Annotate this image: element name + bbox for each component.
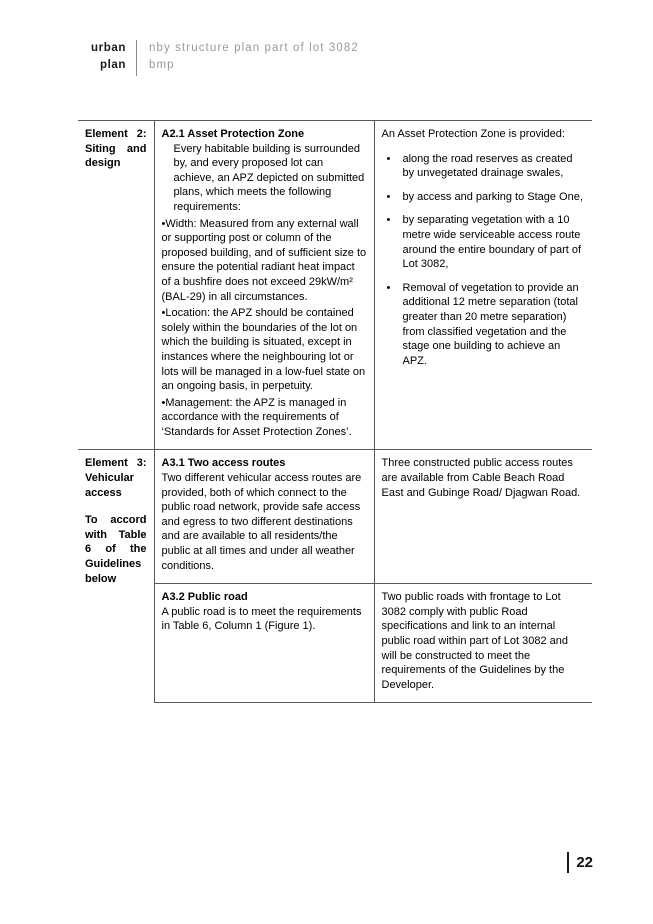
page-footer [0,852,653,873]
response-bullet-list [382,152,586,369]
brand-line-urban: urban [91,42,126,54]
document-title-line2: bmp [149,59,175,71]
standard-heading: A2.1 Asset Protection Zone [161,128,305,140]
cell-response [374,121,592,450]
list-item-text: Removal of vegetation to provide an additional 12 metre separation (total greater than 20 metre separation) from classified vegetation and the stage one building to achieve an APZ. [402,281,579,367]
bullet-icon: • [386,281,391,294]
table-row [78,584,592,703]
brand-line-plan: plan [99,59,126,71]
header-divider-rule [136,40,137,76]
response-intro: Two public roads with frontage to Lot 3082 comply with public Road specifications and link to an internal public road within part of Lot 3082 and will be constructed to meet the requirements of the Guidelines by the Developer. [381,591,569,691]
cell-standard [154,584,374,703]
list-item [382,281,586,369]
list-item [382,152,586,181]
standard-bullet: •Location: the APZ should be contained solely within the boundaries of the lot on which the building is situated, except in instances where the neighbouring lot or lots will be managed in a low-fuel state on an ongoing basis, in perpetuity. [161,307,366,393]
element-label-text: Element 3: Vehicular access [85,457,147,499]
standard-heading: A3.1 Two access routes [161,457,286,470]
document-title [149,40,359,74]
standard-intro: Every habitable building is surrounded by, and every proposed lot can achieve, an APZ depicted on submitted plans, which meets the following requirements: [173,142,365,213]
bullet-icon: • [386,190,391,203]
standard-bullet: •Management: the APZ is managed in accordance with the requirements of ‘Standards for Asset Protection Zones’. [161,396,352,438]
standard-intro: Two different vehicular access routes are provided, both of which connect to the public road network, provide safe access and egress to two different destinations and are available to all residents/the public at all times and under all weather conditions. [161,472,362,572]
list-item [382,190,586,205]
standard-intro: A public road is to meet the requirements in Table 6, Column 1 (Figure 1). [161,605,362,633]
table-row [78,121,592,450]
list-item [382,213,586,271]
page-number: 22 [576,854,593,871]
document-title-line1: nby structure plan part of lot 3082 [149,42,359,54]
cell-element-label [78,121,154,450]
cell-element-label [78,450,154,703]
brand-logo [70,40,136,74]
page-header [70,40,359,76]
cell-standard [154,450,374,584]
standard-heading: A3.2 Public road [161,591,248,604]
compliance-table [78,120,592,703]
folio-rule [567,852,569,873]
list-item-text: by separating vegetation with a 10 metre wide serviceable access route around the entire boundary of part of Lot 3082, [402,214,582,271]
standard-bullet: •Width: Measured from any external wall or supporting post or column of the proposed building, and of sufficient size to ensure the potential radiant heat impact of a bushfire does not exceed 29kW/m² (BAL-29) in all circumstances. [161,217,367,303]
element-label-text: Element 2: Siting and design [85,128,147,170]
cell-response [374,584,592,703]
table-row [78,450,592,584]
bullet-icon: • [386,152,391,165]
bullet-icon: • [386,214,391,227]
list-item-text: along the road reserves as created by unvegetated drainage swales, [402,152,573,180]
response-intro: An Asset Protection Zone is provided: [381,128,565,140]
list-item-text: by access and parking to Stage One, [402,190,583,203]
cell-standard [154,121,374,450]
response-intro: Three constructed public access routes are available from Cable Beach Road East and Gubinge Road/ Djagwan Road. [381,457,581,499]
cell-response [374,450,592,584]
element-label-note: To accord with Table 6 of the Guidelines below [85,514,147,585]
